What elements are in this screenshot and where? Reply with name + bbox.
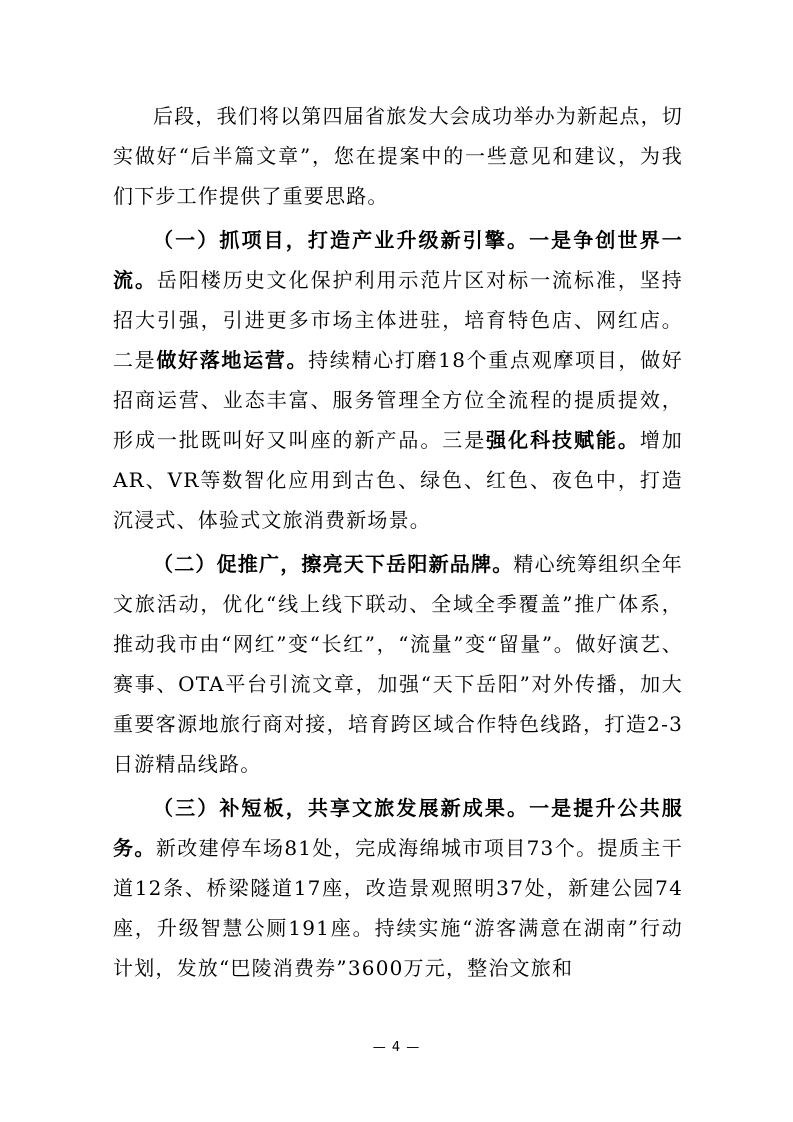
lead-technology: 强化科技赋能。 [486, 428, 640, 452]
paragraph-text: 新改建停车场81处，完成海绵城市项目73个。提质主干道12条、桥梁隧道17座，改造景观照明37处，新建公园74座，升级智慧公厕191座。持续实施“游客满意在湖南”行动计划，发放“巴陵消费券”3600万元，整治文旅和 [113, 836, 683, 980]
paragraph-text: 岳阳楼历史文化保护利用示范片区对标一流标准，坚持招大引强，引进更多市场主体进驻，培育特色店、网红店。二是 [113, 268, 683, 372]
lead-world-class: 一是争创世界一流。 [113, 228, 683, 292]
section-heading-shortcomings: （三）补短板，共享文旅发展新成果。 [153, 796, 530, 820]
paragraph-text: 后段，我们将以第四届省旅发大会成功举办为新起点，切实做好“后半篇文章”，您在提案中的一些意见和建议，为我们下步工作提供了重要思路。 [113, 104, 683, 208]
document-body [113, 96, 683, 988]
paragraph-closing-remarks [113, 96, 683, 216]
paragraph-promotion [113, 544, 683, 784]
section-heading-projects: （一）抓项目，打造产业升级新引擎。 [153, 228, 530, 252]
paragraph-text: 精心统筹组织全年文旅活动，优化“线上线下联动、全域全季覆盖”推广体系，推动我市由“网红”变“长红”，“流量”变“留量”。做好演艺、赛事、OTA平台引流文章，加强“天下岳阳”对外传播，加大重要客源地旅行商对接，培育跨区域合作特色线路，打造2-3日游精品线路。 [113, 552, 684, 776]
paragraph-text: 增加AR、VR等数智化应用到古色、绿色、红色、夜色中，打造沉浸式、体验式文旅消费新场景。 [113, 428, 683, 532]
page-number: — 4 — [372, 1040, 421, 1055]
paragraph-projects [113, 220, 683, 540]
paragraph-text: 持续精心打磨18个重点观摩项目，做好招商运营、业态丰富、服务管理全方位全流程的提质提效，形成一批既叫好又叫座的新产品。三是 [113, 348, 683, 452]
lead-public-services: 一是提升公共服务。 [113, 796, 683, 860]
lead-operations: 做好落地运营。 [156, 348, 309, 372]
section-heading-promotion: （二）促推广，擦亮天下岳阳新品牌。 [153, 552, 514, 576]
paragraph-shortcomings [113, 788, 683, 988]
